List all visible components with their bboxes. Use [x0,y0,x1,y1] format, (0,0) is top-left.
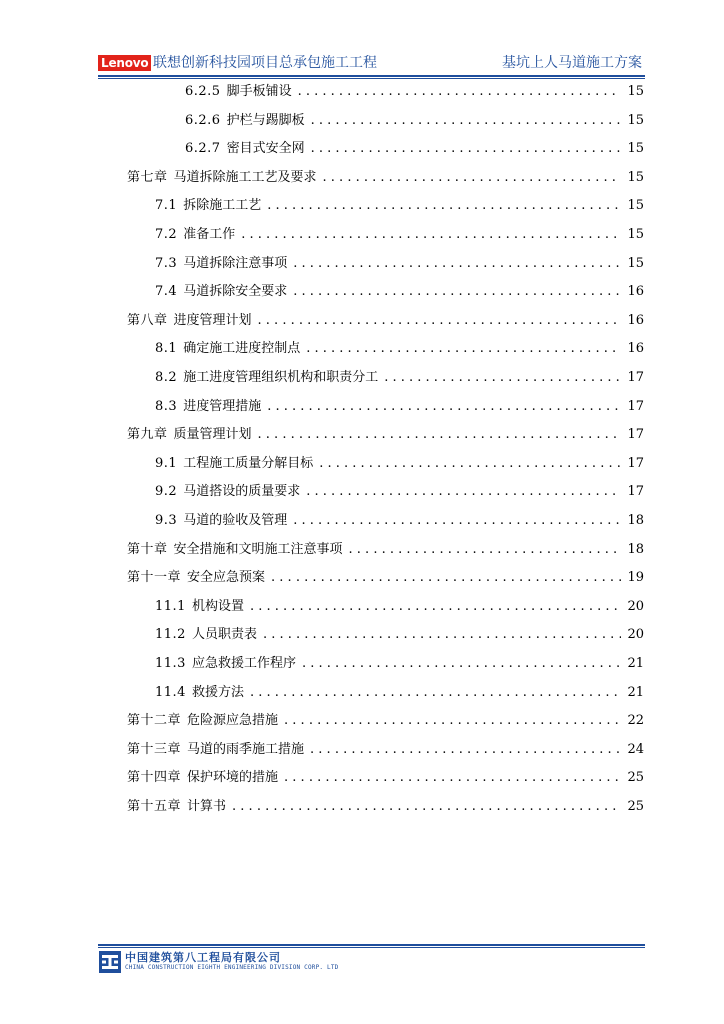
toc-entry[interactable] [127,766,644,786]
toc-entry-title: 马道搭设的质量要求 [183,484,301,500]
cscec-logo-icon [99,951,121,973]
toc-entry-page: 16 [627,341,644,357]
toc-leader-dots [306,341,621,356]
toc-entry-page: 17 [627,484,644,500]
toc-entry-title: 马道拆除施工工艺及要求 [173,169,317,185]
toc-entry[interactable] [127,538,644,558]
toc-entry-title: 进度管理措施 [183,398,262,414]
toc-leader-dots [267,198,621,213]
toc-leader-dots [302,656,621,671]
lenovo-logo: Lenovo [98,55,151,71]
toc-entry[interactable] [155,252,644,272]
toc-entry-number: 6.2.6 [185,112,221,128]
company-name-cn: 中国建筑第八工程局有限公司 [125,951,281,964]
toc-entry-number: 11.4 [155,684,186,700]
toc-entry[interactable] [155,452,644,472]
toc-entry-number: 11.1 [155,598,186,614]
toc-entry[interactable] [155,395,644,415]
toc-entry-page: 25 [627,799,644,814]
toc-entry[interactable] [127,166,644,186]
toc-entry-title: 施工进度管理组织机构和职责分工 [183,370,379,385]
toc-entry-title: 密目式安全网 [226,141,305,157]
toc-entry-page: 15 [627,169,644,185]
toc-entry-title: 拆除施工工艺 [183,198,262,214]
toc-entry[interactable] [155,681,644,701]
toc-entry[interactable] [185,137,644,157]
toc-entry-title: 救援方法 [191,684,244,700]
footer-divider-thin [98,947,645,948]
toc-entry-page: 17 [627,427,644,443]
toc-leader-dots [310,742,621,757]
toc-entry[interactable] [155,595,644,615]
toc-entry[interactable] [127,795,644,815]
toc-entry-title: 马道拆除安全要求 [183,284,288,300]
toc-leader-dots [319,456,621,471]
toc-entry-page: 17 [627,455,644,471]
toc-leader-dots [293,513,621,528]
toc-leader-dots [250,685,621,700]
toc-entry-number: 第十四章 [127,770,182,786]
toc-entry-page: 25 [627,770,644,786]
document-title: 基坑上人马道施工方案 [502,55,642,71]
toc-entry-title: 人员职责表 [191,627,257,643]
toc-entry-page: 15 [627,255,644,271]
toc-entry-title: 危险源应急措施 [187,713,279,729]
toc-leader-dots [311,141,622,156]
toc-entry-number: 7.4 [155,284,178,300]
toc-entry-page: 15 [627,141,644,157]
toc-entry-title: 进度管理计划 [173,312,252,328]
toc-entry-title: 马道拆除注意事项 [183,255,288,271]
toc-entry-page: 20 [627,598,644,614]
toc-entry-title: 安全措施和文明施工注意事项 [173,541,343,557]
toc-entry[interactable] [155,480,644,500]
toc-entry-number: 7.3 [155,255,178,271]
toc-entry[interactable] [127,738,644,758]
toc-leader-dots [232,799,621,814]
toc-entry-page: 22 [627,713,644,729]
toc-entry[interactable] [155,337,644,357]
toc-leader-dots [263,627,621,642]
toc-entry-title: 护栏与踢脚板 [226,112,305,128]
toc-entry-page: 18 [627,541,644,557]
toc-leader-dots [293,256,621,271]
toc-leader-dots [384,370,621,385]
toc-entry-title: 工程施工质量分解目标 [183,455,314,471]
toc-entry-number: 8.2 [155,370,178,385]
toc-leader-dots [284,713,621,728]
footer-divider [98,944,645,946]
toc-entry[interactable] [127,709,644,729]
toc-leader-dots [306,484,621,499]
toc-entry-page: 15 [627,198,644,214]
toc-entry[interactable] [155,623,644,643]
toc-entry-number: 7.2 [155,227,178,242]
toc-leader-dots [298,84,622,99]
toc-leader-dots [250,599,621,614]
toc-entry-number: 第十二章 [127,713,182,729]
toc-entry[interactable] [155,194,644,214]
toc-entry-number: 6.2.7 [185,141,221,157]
toc-entry-page: 17 [627,370,644,385]
toc-entry-number: 11.2 [155,627,186,643]
toc-entry-page: 21 [627,684,644,700]
toc-entry-number: 第十一章 [127,570,182,586]
toc-entry[interactable] [185,80,644,100]
header-bar [98,54,644,74]
toc-entry-title: 安全应急预案 [187,570,266,586]
toc-entry-number: 6.2.5 [185,84,221,99]
toc-entry-number: 第七章 [127,169,168,185]
toc-entry-page: 16 [627,284,644,300]
toc-entry[interactable] [127,566,644,586]
header-divider-thin [98,78,645,79]
toc-entry[interactable] [155,280,644,300]
toc-entry-number: 8.1 [155,341,178,357]
toc-entry-page: 21 [627,656,644,671]
toc-entry-page: 24 [627,741,644,757]
toc-entry-page: 18 [627,513,644,528]
header-divider [98,75,645,77]
company-name-en: CHINA CONSTRUCTION EIGHTH ENGINEERING DIVISION CORP. LTD [125,964,339,971]
toc-entry-page: 16 [627,312,644,328]
toc-entry-number: 9.3 [155,513,178,528]
toc-entry-page: 15 [627,84,644,99]
toc-entry-title: 确定施工进度控制点 [183,341,301,357]
toc-entry-page: 20 [627,627,644,643]
toc-leader-dots [293,284,621,299]
toc-leader-dots [323,170,622,185]
toc-entry-title: 脚手板铺设 [226,84,292,99]
toc-entry-number: 第十三章 [127,741,182,757]
toc-entry-page: 19 [627,570,644,586]
toc-entry-title: 马道的雨季施工措施 [187,741,305,757]
toc-entry-number: 第九章 [127,427,168,443]
toc-entry-title: 应急救援工作程序 [191,656,296,671]
project-title: 联想创新科技园项目总承包施工工程 [153,55,377,71]
toc-leader-dots [271,570,621,585]
toc-entry-title: 计算书 [187,799,227,814]
toc-leader-dots [267,399,621,414]
toc-entry-title: 机构设置 [191,598,244,614]
toc-entry[interactable] [185,109,644,129]
toc-leader-dots [349,542,622,557]
toc-leader-dots [258,313,622,328]
toc-entry-number: 第十章 [127,541,168,557]
toc-entry-number: 11.3 [155,656,186,671]
toc-entry-page: 15 [627,112,644,128]
toc-entry[interactable] [155,652,644,672]
toc-leader-dots [284,770,621,785]
toc-entry-number: 7.1 [155,198,178,214]
toc-entry[interactable] [155,366,644,386]
toc-entry-number: 第八章 [127,312,168,328]
toc-entry-page: 17 [627,398,644,414]
toc-leader-dots [258,427,622,442]
toc-entry-number: 8.3 [155,398,178,414]
toc-entry-title: 保护环境的措施 [187,770,279,786]
toc-entry-number: 9.2 [155,484,178,500]
toc-entry[interactable] [127,423,644,443]
toc-entry-number: 9.1 [155,455,178,471]
toc-leader-dots [311,113,622,128]
toc-leader-dots [241,227,621,242]
toc-entry-title: 质量管理计划 [173,427,252,443]
toc-entry-page: 15 [627,227,644,242]
toc-entry[interactable] [155,509,644,529]
toc-entry-title: 准备工作 [183,227,236,242]
toc-entry[interactable] [155,223,644,243]
toc-entry[interactable] [127,309,644,329]
toc-entry-title: 马道的验收及管理 [183,513,288,528]
toc-entry-number: 第十五章 [127,799,182,814]
